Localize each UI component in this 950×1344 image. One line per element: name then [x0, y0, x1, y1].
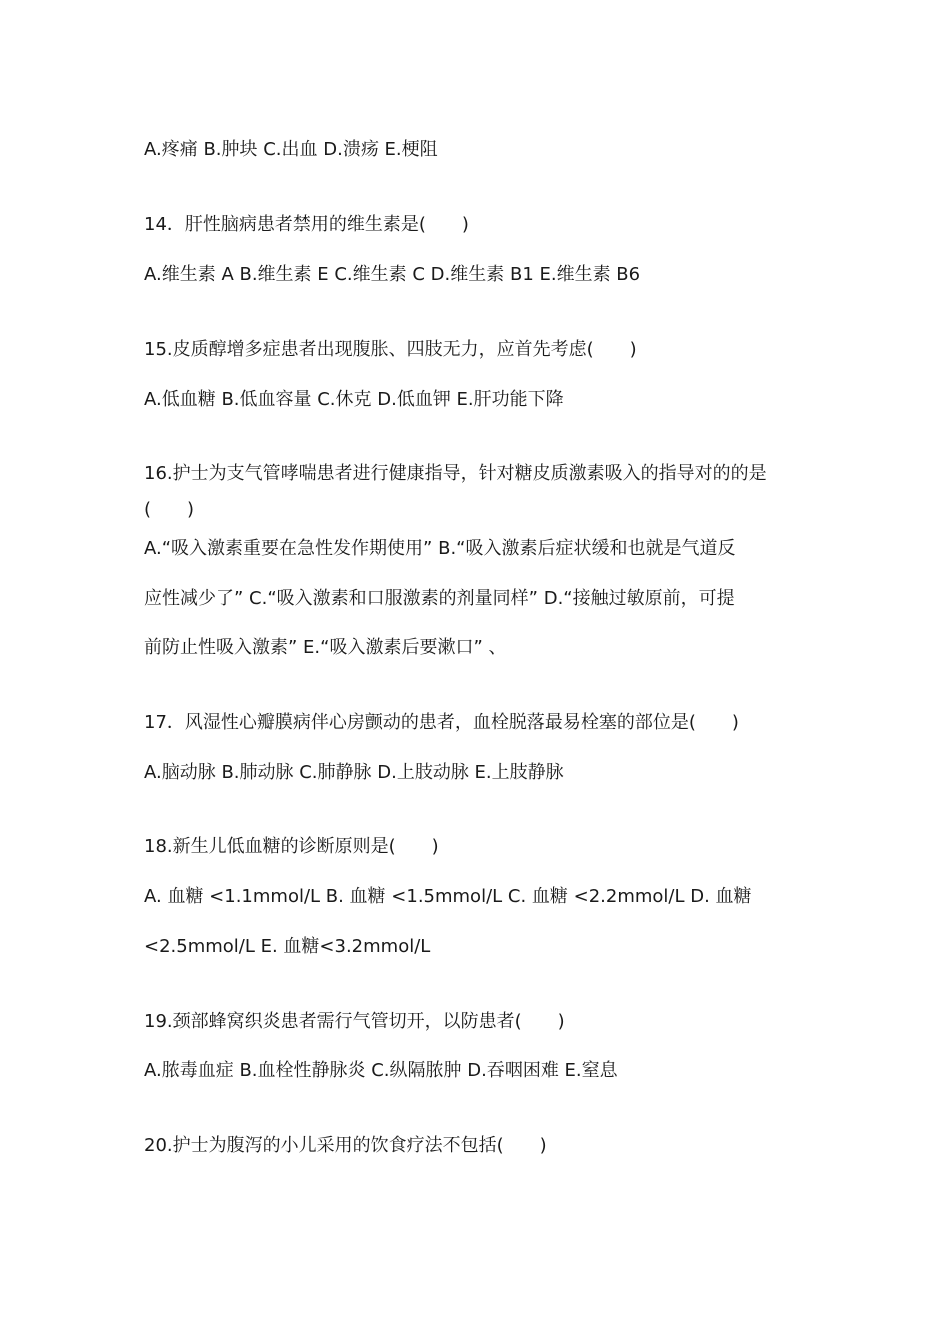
q16-options-2: 应性减少了” C.“吸入激素和口服激素的剂量同样” D.“接触过敏原前，可提	[144, 588, 735, 609]
q17-options: A.脑动脉 B.肺动脉 C.肺静脉 D.上肢动脉 E.上肢静脉	[144, 762, 564, 783]
q14-question: 14．肝性脑病患者禁用的维生素是( )	[144, 214, 469, 235]
q16-options-3: 前防止性吸入激素” E.“吸入激素后要漱口” 、	[144, 637, 507, 658]
q18-options-1: A. 血糖 <1.1mmol/L B. 血糖 <1.5mmol/L C. 血糖 <2.2mmol/L D. 血糖	[144, 886, 752, 907]
q16-question-cont: ( )	[144, 499, 195, 520]
q14-options: A.维生素 A B.维生素 E C.维生素 C D.维生素 B1 E.维生素 B6	[144, 264, 641, 285]
q13-options: A.疼痛 B.肿块 C.出血 D.溃疡 E.梗阻	[144, 139, 438, 160]
q16-question: 16.护士为支气管哮喘患者进行健康指导，针对糖皮质激素吸入的指导对的的是	[144, 463, 767, 484]
q19-question: 19.颈部蜂窝织炎患者需行气管切开，以防患者( )	[144, 1011, 565, 1032]
q20-question: 20.护士为腹泻的小儿采用的饮食疗法不包括( )	[144, 1135, 547, 1156]
q15-options: A.低血糖 B.低血容量 C.休克 D.低血钾 E.肝功能下降	[144, 389, 564, 410]
q19-options: A.脓毒血症 B.血栓性静脉炎 C.纵隔脓肿 D.吞咽困难 E.窒息	[144, 1060, 618, 1081]
q18-options-2: <2.5mmol/L E. 血糖<3.2mmol/L	[144, 936, 431, 957]
q15-question: 15.皮质醇增多症患者出现腹胀、四肢无力，应首先考虑( )	[144, 339, 637, 360]
q16-options-1: A.“吸入激素重要在急性发作期使用” B.“吸入激素后症状缓和也就是气道反	[144, 538, 736, 559]
q17-question: 17．风湿性心瓣膜病伴心房颤动的患者，血栓脱落最易栓塞的部位是( )	[144, 712, 739, 733]
q18-question: 18.新生儿低血糖的诊断原则是( )	[144, 836, 439, 857]
